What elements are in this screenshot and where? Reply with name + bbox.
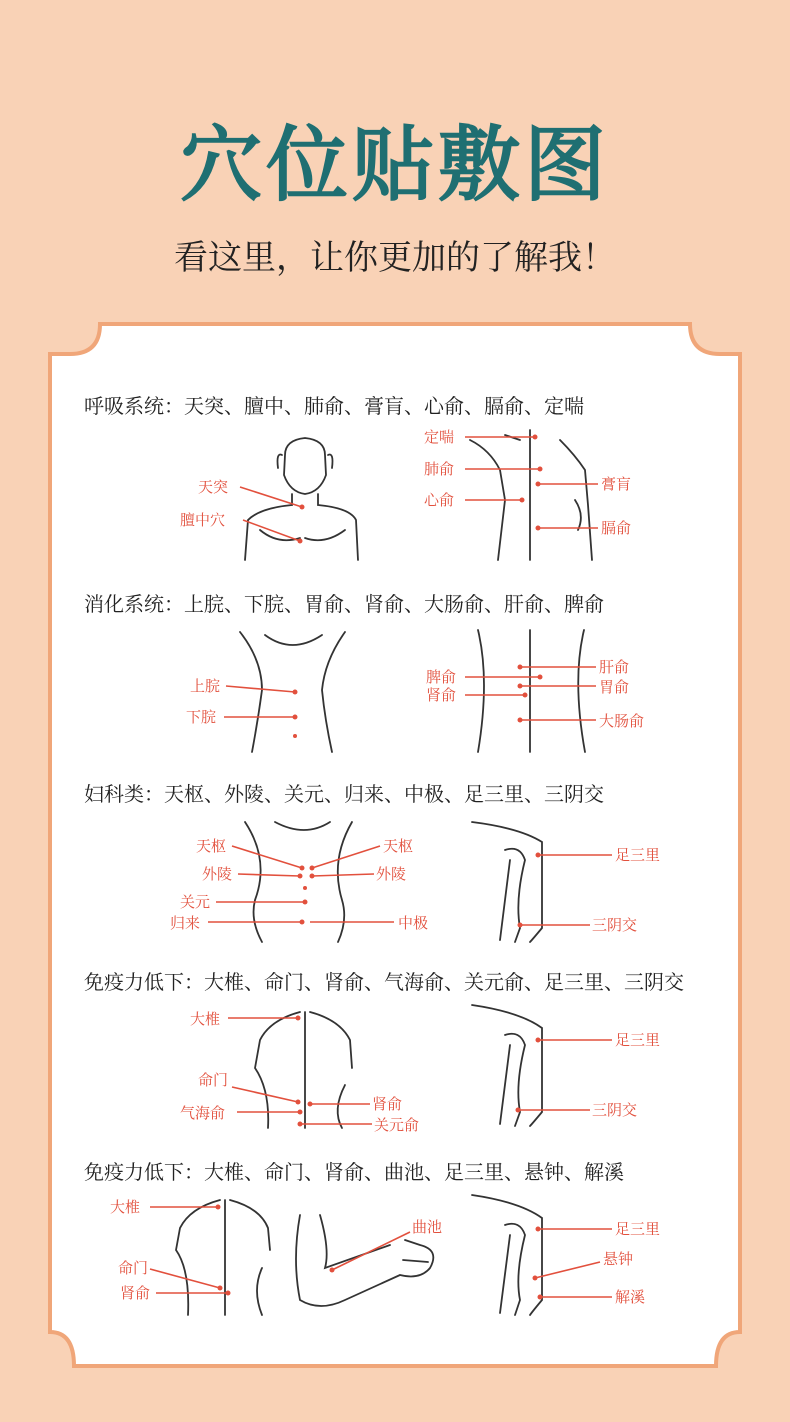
label-tianshu-right: 天枢 xyxy=(383,837,414,855)
label-guanyuanshu: 关元俞 xyxy=(374,1116,420,1134)
label-wailing-left: 外陵 xyxy=(202,865,233,883)
label-pishu: 脾俞 xyxy=(426,668,457,686)
label-quchi: 曲池 xyxy=(412,1218,443,1236)
label-feishu: 肺俞 xyxy=(424,460,455,478)
label-weishu: 胃俞 xyxy=(599,678,630,696)
label-jiexi: 解溪 xyxy=(615,1288,646,1306)
section-title-digestive: 消化系统：上脘、下脘、胃俞、肾俞、大肠俞、肝俞、脾俞 xyxy=(84,592,604,616)
label-xuanzhong: 悬钟 xyxy=(603,1250,634,1268)
label-qihaishu: 气海俞 xyxy=(180,1104,226,1122)
label-wailing-right: 外陵 xyxy=(376,865,407,883)
label-shenshu-2: 肾俞 xyxy=(372,1095,403,1113)
label-sanyinjiao-2: 三阴交 xyxy=(592,1101,638,1119)
label-dachangshu: 大肠俞 xyxy=(599,712,645,730)
page-title: 穴位贴敷图 xyxy=(179,117,610,213)
label-sanyinjiao-1: 三阴交 xyxy=(592,916,638,934)
label-shangwan: 上脘 xyxy=(190,677,221,695)
label-danzhong: 膻中穴 xyxy=(180,511,226,529)
label-guanyuan: 关元 xyxy=(180,893,211,911)
label-geshu: 膈俞 xyxy=(601,519,632,537)
label-zusanli-1: 足三里 xyxy=(615,846,661,864)
section-title-respiratory: 呼吸系统：天突、膻中、肺俞、膏肓、心俞、膈俞、定喘 xyxy=(84,394,584,418)
label-zhongji: 中极 xyxy=(398,914,429,932)
label-mingmen-1: 命门 xyxy=(198,1071,229,1089)
label-tianshu-left: 天枢 xyxy=(196,837,227,855)
label-mingmen-2: 命门 xyxy=(118,1259,149,1277)
label-dazhui-1: 大椎 xyxy=(190,1010,221,1028)
label-xinshu: 心俞 xyxy=(424,491,455,509)
label-ganshu: 肝俞 xyxy=(599,658,630,676)
section-title-gynecology: 妇科类：天枢、外陵、关元、归来、中极、足三里、三阴交 xyxy=(84,782,604,806)
label-dazhui-2: 大椎 xyxy=(110,1198,141,1216)
label-zusanli-3: 足三里 xyxy=(615,1220,661,1238)
section-title-immunity-1: 免疫力低下：大椎、命门、肾俞、气海俞、关元俞、足三里、三阴交 xyxy=(84,970,684,994)
label-zusanli-2: 足三里 xyxy=(615,1031,661,1049)
label-dingchuan: 定喘 xyxy=(424,428,455,446)
label-tiantu: 天突 xyxy=(198,478,229,496)
label-gaohuang: 膏肓 xyxy=(601,475,632,493)
label-shenshu: 肾俞 xyxy=(426,686,457,704)
section-title-immunity-2: 免疫力低下：大椎、命门、肾俞、曲池、足三里、悬钟、解溪 xyxy=(84,1160,624,1184)
label-xiawan: 下脘 xyxy=(186,708,217,726)
label-guilai: 归来 xyxy=(170,914,201,932)
label-shenshu-3: 肾俞 xyxy=(120,1284,151,1302)
page-subtitle: 看这里，让你更加的了解我！ xyxy=(174,238,616,278)
